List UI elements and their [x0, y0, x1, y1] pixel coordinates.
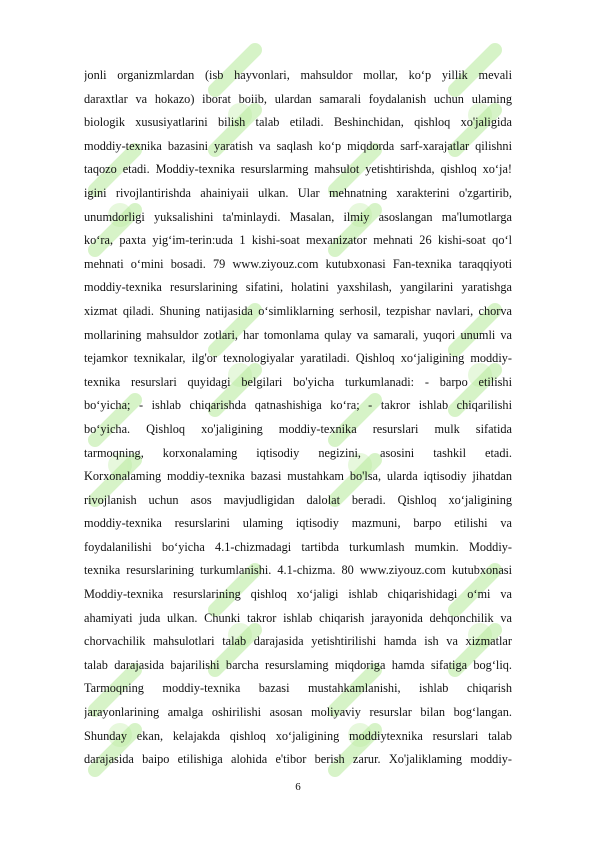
text-line: texnika resurslari quyidagi belgilari bo'yicha turkumlanadi: - barpo etilishi [84, 374, 512, 389]
text-line: Korxonalaming moddiy-texnika bazasi mustahkam bo'lsa, ularda iqtisodiy jihatdan [84, 469, 512, 484]
text-line: jarayonlarining amalga oshirilishi asosan moliyaviy resurslar bilan bog‘langan. [84, 705, 512, 720]
text-line: daraxtlar va hokazo) iborat boiib, ulardan samarali foydalanish uchun ulaming [84, 91, 512, 106]
text-line: bo‘yicha; - ishlab chiqarishda qatnashishiga ko‘ra; - takror ishlab chiqarilishi [84, 398, 512, 413]
text-line: igini rivojlantirishda ahainiyaii ulkan. Ular mehnatning xarakterini o'zgartirib, [84, 185, 512, 200]
body-text [84, 64, 512, 772]
text-line: darajasida baipo etilishiga alohida e'tibor berish zarur. Xo'jaliklaming moddiy- [84, 752, 512, 767]
text-line: Tarmoqning moddiy-texnika bazasi mustahkamlanishi, ishlab chiqarish [84, 681, 512, 696]
text-line: biologik xususiyatlarini bilish talab etiladi. Beshinchidan, qishloq xo'jaligida [84, 115, 512, 130]
text-line: bo‘yicha. Qishloq xo'jaligining moddiy-texnika resurslari mulk sifatida [84, 421, 512, 436]
text-line: jonli organizmlardan (isb hayvonlari, mahsuldor mollar, ko‘p yillik mevali [84, 68, 512, 82]
text-line: rivojlanish uchun asos mavjudligidan dalolat beradi. Qishloq xo‘jaligining [84, 492, 512, 507]
text-line: taqozo etadi. Moddiy-texnika resurslarming mahsulot yetishtirishda, qishloq xo‘ja! [84, 162, 512, 177]
page-number: 6 [295, 781, 301, 793]
text-line: mehnati o‘mini bosadi. 79 www.ziyouz.com kutubxonasi Fan-texnika taraqqiyoti [84, 256, 512, 271]
text-line: mollarining mahsuldor zotlari, har tomonlama qulay va samarali, yuqori unumli va [84, 327, 512, 342]
text-line: texnika resurslarining turkumlanishi. 4.1-chizma. 80 www.ziyouz.com kutubxonasi [84, 563, 512, 578]
text-line: moddiy-texnika resurslarini ulaming iqtisodiy mazmuni, barpo etilishi va [84, 516, 512, 531]
text-line: unumdorligi yuksalishini ta'minlaydi. Masalan, ilmiy asoslangan ma'lumotlarga [84, 209, 512, 224]
text-line: tarmoqning, korxonalaming iqtisodiy negizini, asosini tashkil etadi. [84, 445, 512, 460]
text-line: ko‘ra, paxta yig‘im-terin:uda 1 kishi-soat mexanizator mehnati 26 kishi-soat qo‘l [84, 233, 512, 248]
text-line: xizmat qiladi. Shuning natijasida o‘simliklarning serhosil, tezpishar navlari, chorva [84, 303, 512, 318]
text-line: Shunday ekan, kelajakda qishloq xo‘jaligining moddiytexnika resurslari talab [84, 728, 512, 743]
text-line: chorvachilik mahsulotlari talab darajasida yetishtirilishi hamda ish va xizmatlar [84, 634, 512, 649]
text-line: tejamkor texnikalar, ilg'or texnologiyalar yaratiladi. Qishloq xo‘jaligining moddiy- [84, 351, 512, 366]
text-line: ahamiyati juda ulkan. Chunki takror ishlab chiqarish jarayonida dehqonchilik va [84, 610, 512, 625]
text-line: moddiy-texnika bazasini yaratish va saqlash ko‘p miqdorda sarf-xarajatlar qilishni [84, 138, 512, 153]
text-line: foydalanilishi bo‘yicha 4.1-chizmadagi tartibda turkumlash mumkin. Moddiy- [84, 539, 512, 554]
text-line: talab darajasida bajarilishi barcha resurslaming miqdoriga hamda sifatiga bog‘liq. [84, 657, 512, 672]
text-line: Moddiy-texnika resurslarining qishloq xo‘jaligi ishlab chiqarishidagi o‘mi va [84, 587, 512, 602]
text-line: moddiy-texnika resurslarining sifatini, holatini yaxshilash, yangilarini yaratishga [84, 280, 512, 295]
